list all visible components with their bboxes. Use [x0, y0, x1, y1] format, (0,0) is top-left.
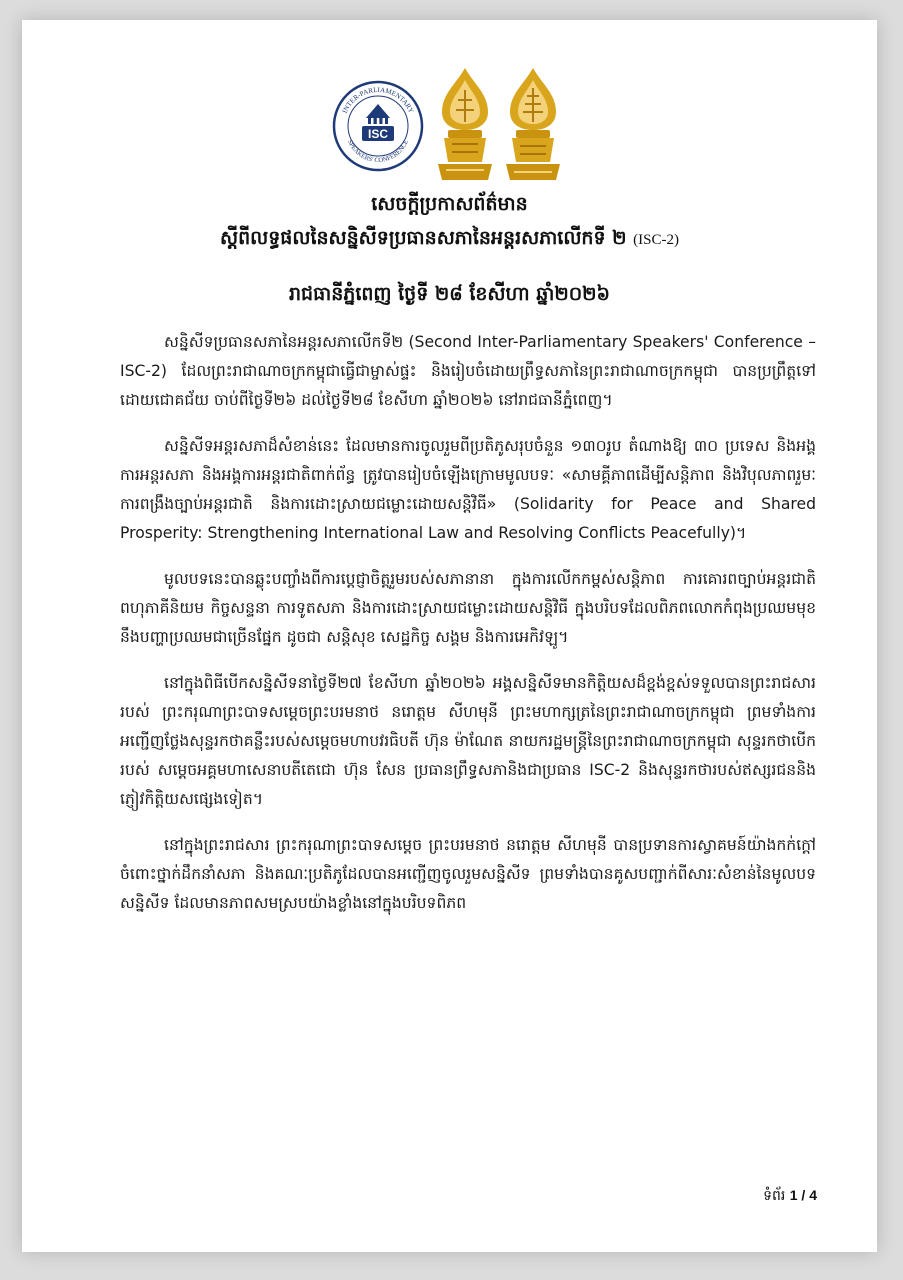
- page-label: ទំព័រ: [763, 1188, 786, 1204]
- paragraph-5: នៅក្នុងព្រះរាជសារ ព្រះករុណាព្រះបាទសម្តេច ព្រះបរមនាថ នរោត្តម សីហមុនី បានប្រទានការស្វាគមន៍យ៉ាងកក់ក្តៅចំពោះថ្នាក់ដឹកនាំសភា និងគណៈប្រតិភូដែលបានអញ្ជើញចូលរួមសន្និសីទ ព្រមទាំងបានគូសបញ្ជាក់ពីសារៈសំខាន់នៃមូលបទសន្និសីទ ដែលមានភាពសមស្របយ៉ាងខ្លាំងនៅក្នុងបរិបទពិភព: [120, 836, 816, 912]
- page-number: 1 / 4: [789, 1187, 817, 1203]
- isc-logo-mark: ISC: [367, 127, 389, 141]
- press-release-heading: សេចក្តីប្រកាសព័ត៌មាន: [371, 193, 528, 215]
- subject-text: ស្តីពីលទ្ធផលនៃសន្និសីទប្រធានសភានៃអន្តរសភាលើកទី ២: [219, 227, 627, 249]
- isc-logo-top-text: INTER-PARLIAMENTARY: [340, 85, 416, 115]
- paragraph-3: មូលបទនេះបានឆ្លុះបញ្ចាំងពីការប្តេជ្ញាចិត្តរួមរបស់សភានានា ក្នុងការលើកកម្ពស់សន្តិភាព ការគោរពច្បាប់អន្តរជាតិ ពហុភាគីនិយម កិច្ចសន្ទនា ការទូតសភា និងការដោះស្រាយជម្លោះដោយសន្តិវិធី ក្នុងបរិបទដែលពិភពលោកកំពុងប្រឈមមុខនឹងបញ្ហាប្រឈមជាច្រើនផ្នែក ដូចជា សន្តិសុខ សេដ្ឋកិច្ច សង្គម និងការអេកិវឡូ។: [120, 570, 816, 646]
- subject-tag: (ISC-2): [633, 232, 679, 248]
- isc-logo-bottom-text: SPEAKERS' CONFERENCE: [346, 138, 410, 165]
- body-text: [120, 328, 816, 935]
- dateline: រាជធានីភ្នំពេញ ថ្ងៃទី ២៨ ខែសីហា ឆ្នាំ២០២៦: [288, 283, 610, 305]
- logo-row: [332, 66, 562, 186]
- paragraph-2: សន្និសីទអន្តរសភាដ៏សំខាន់នេះ ដែលមានការចូលរួមពីប្រតិភូសរុបចំនួន ១៣០រូប តំណាងឱ្យ ៣០ ប្រទេស និងអង្គការអន្តរសភា និងអង្គការអន្តរជាតិពាក់ព័ន្ធ ត្រូវបានរៀបចំឡើងក្រោមមូលបទៈ «សាមគ្គីភាពដើម្បីសន្តិភាព និងវិបុលភាពរួមៈ ការពង្រឹងច្បាប់អន្តរជាតិ និងការដោះស្រាយជម្លោះដោយសន្តិវិធី» (Solidarity for Peace and Shared Prosperity: Strengthening International Law and Resolving Conflicts Peacefully)។: [120, 437, 816, 542]
- paragraph-1: សន្និសីទប្រធានសភានៃអន្តរសភាលើកទី២ (Second Inter-Parliamentary Speakers' Conference – ISC-2) ដែលព្រះរាជាណាចក្រកម្ពុជាធ្វើជាម្ចាស់ផ្ទះ និងរៀបចំដោយព្រឹទ្ធសភានៃព្រះរាជាណាចក្រកម្ពុជា បានប្រព្រឹត្តទៅដោយជោគជ័យ ចាប់ពីថ្ងៃទី២៦ ដល់ថ្ងៃទី២៨ ខែសីហា ឆ្នាំ២០២៦ នៅរាជធានីភ្នំពេញ។: [120, 333, 816, 409]
- document-page: [22, 20, 877, 1252]
- page-footer: [763, 1186, 817, 1207]
- parliament-crest-icon: [434, 66, 496, 184]
- isc-logo-icon: [332, 80, 424, 172]
- senate-crest-icon: [502, 66, 564, 184]
- paragraph-4: នៅក្នុងពិធីបើកសន្និសីទនាថ្ងៃទី២៧ ខែសីហា ឆ្នាំ២០២៦ អង្គសន្និសីទមានកិត្តិយសដ៏ខ្ពង់ខ្ពស់ទទួលបានព្រះរាជសាររបស់ ព្រះករុណាព្រះបាទសម្តេចព្រះបរមនាថ នរោត្តម សីហមុនី ព្រះមហាក្សត្រនៃព្រះរាជាណាចក្រកម្ពុជា ព្រមទាំងការអញ្ជើញថ្លែងសុន្ទរកថាគន្លឹះរបស់សម្តេចមហាបវរធិបតី ហ៊ុន ម៉ាណែត នាយករដ្ឋមន្ត្រីនៃព្រះរាជាណាចក្រកម្ពុជា សុន្ទរកថាបើករបស់ សម្តេចអគ្គមហាសេនាបតីតេជោ ហ៊ុន សែន ប្រធានព្រឹទ្ធសភានិងជាប្រធាន ISC-2 និងសុន្ទរកថារបស់ឥស្សរជននិងភ្ញៀវកិត្តិយសផ្សេងទៀត។: [120, 674, 816, 808]
- press-release-subject: [22, 226, 877, 254]
